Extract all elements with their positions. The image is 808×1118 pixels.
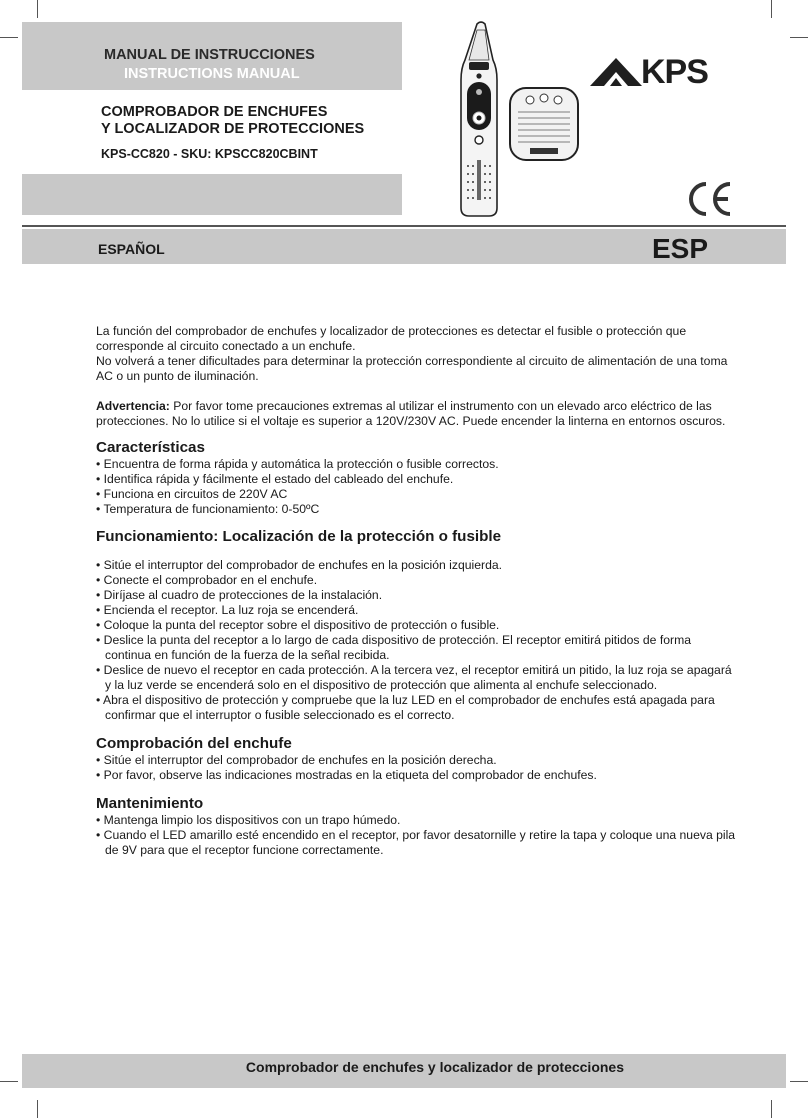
list-item: • Identifica rápida y fácilmente el estado del cableado del enchufe. xyxy=(96,472,736,487)
list-item: • Funciona en circuitos de 220V AC xyxy=(96,487,736,502)
crop-mark xyxy=(0,1081,18,1082)
intro-paragraph-2: No volverá a tener dificultades para determinar la protección correspondiente al circuito de alimentación de una toma AC o un punto de iluminación. xyxy=(96,354,728,383)
product-title xyxy=(101,104,364,137)
maintenance-heading: Mantenimiento xyxy=(96,795,204,812)
crop-mark xyxy=(0,37,18,38)
product-sku: KPS-CC820 - SKU: KPSCC820CBINT xyxy=(101,147,318,161)
list-item: • Por favor, observe las indicaciones mostradas en la etiqueta del comprobador de enchufes. xyxy=(96,768,736,783)
list-item: • Cuando el LED amarillo esté encendido en el receptor, por favor desatornille y retire la tapa y coloque una nueva pila de 9V para que el receptor funcione correctamente. xyxy=(96,828,736,858)
list-item: • Sitúe el interruptor del comprobador de enchufes en la posición izquierda. xyxy=(96,558,736,573)
ce-mark-icon xyxy=(686,180,736,218)
check-heading: Comprobación del enchufe xyxy=(96,735,292,752)
product-title-line1: COMPROBADOR DE ENCHUFES xyxy=(101,104,328,120)
footer-title: Comprobador de enchufes y localizador de protecciones xyxy=(245,1059,624,1075)
list-item: • Mantenga limpio los dispositivos con un trapo húmedo. xyxy=(96,813,736,828)
list-item: • Diríjase al cuadro de protecciones de la instalación. xyxy=(96,588,736,603)
crop-mark xyxy=(790,1081,808,1082)
list-item: • Abra el dispositivo de protección y compruebe que la luz LED en el comprobador de enchufes está apagada para confirmar que el interruptor o fusible seleccionado es el correcto. xyxy=(96,693,736,723)
maintenance-list xyxy=(96,813,736,858)
list-item: • Coloque la punta del receptor sobre el dispositivo de protección o fusible. xyxy=(96,618,736,633)
list-item: • Sitúe el interruptor del comprobador de enchufes en la posición derecha. xyxy=(96,753,736,768)
list-item: • Temperatura de funcionamiento: 0-50ºC xyxy=(96,502,736,517)
receiver-pen-image xyxy=(455,20,505,220)
divider-line xyxy=(22,225,786,227)
brand-name: KPS xyxy=(641,53,708,91)
language-label: ESPAÑOL xyxy=(98,241,165,257)
features-list xyxy=(96,457,736,517)
operation-heading: Funcionamiento: Localización de la protección o fusible xyxy=(96,528,502,545)
crop-mark xyxy=(790,37,808,38)
list-item: • Encuentra de forma rápida y automática la protección o fusible correctos. xyxy=(96,457,736,472)
crop-mark xyxy=(37,0,38,18)
operation-list xyxy=(96,558,736,723)
header-gray-box xyxy=(22,174,402,215)
language-code: ESP xyxy=(651,233,708,264)
kps-logo-icon xyxy=(590,56,642,88)
check-list xyxy=(96,753,736,783)
features-heading: Características xyxy=(96,439,205,456)
manual-title-es: MANUAL DE INSTRUCCIONES xyxy=(104,47,315,63)
manual-content xyxy=(96,324,736,858)
list-item: • Deslice de nuevo el receptor en cada protección. A la tercera vez, el receptor emitirá un pitido, la luz roja se apagará y la luz verde se encenderá solo en el dispositivo de protección que alimenta al enchufe seleccionado. xyxy=(96,663,736,693)
crop-mark xyxy=(771,0,772,18)
product-title-line2: Y LOCALIZADOR DE PROTECCIONES xyxy=(101,120,365,137)
warning-label: Advertencia: xyxy=(96,399,170,413)
list-item: • Conecte el comprobador en el enchufe. xyxy=(96,573,736,588)
warning-text: Por favor tome precauciones extremas al utilizar el instrumento con un elevado arco eléctrico de las protecciones. No lo utilice si el voltaje es superior a 120V/230V AC. Puede encender la linterna en entornos oscuros. xyxy=(96,399,726,428)
list-item: • Deslice la punta del receptor a lo largo de cada dispositivo de protección. El receptor emitirá pitidos de forma continua en función de la fuerza de la señal recibida. xyxy=(96,633,736,663)
crop-mark xyxy=(771,1100,772,1118)
manual-title-en: INSTRUCTIONS MANUAL xyxy=(124,66,300,82)
warning-paragraph xyxy=(96,399,736,429)
intro-paragraph-1: La función del comprobador de enchufes y localizador de protecciones es detectar el fusible o protección que corresponde al circuito conectado a un enchufe. xyxy=(96,324,687,353)
crop-mark xyxy=(37,1100,38,1118)
list-item: • Encienda el receptor. La luz roja se encenderá. xyxy=(96,603,736,618)
socket-tester-image xyxy=(508,86,580,162)
